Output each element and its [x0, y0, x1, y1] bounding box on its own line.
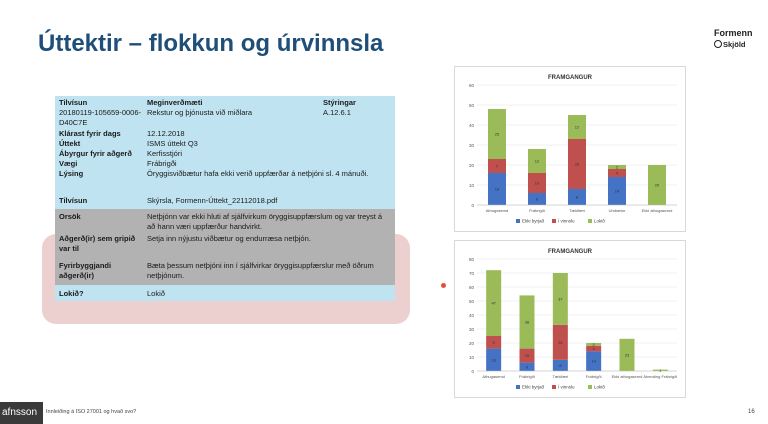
legend-swatch	[588, 219, 592, 223]
x-tick-label: Ekki athugasemd	[641, 208, 673, 213]
row-label: Lýsing	[59, 169, 84, 178]
slide-title: Úttektir – flokkun og úrvinnsla	[38, 30, 384, 57]
y-tick-label: 10	[468, 354, 474, 360]
y-tick-label: 40	[468, 312, 474, 318]
x-tick-label: Frábrigði	[519, 374, 535, 379]
legend-label: Í vinnslu	[558, 218, 575, 224]
data-label: 6	[525, 364, 529, 370]
data-label: 7	[495, 163, 499, 169]
data-label: 25	[574, 161, 580, 167]
legend-label: Lokið	[594, 384, 605, 390]
ring-icon	[714, 40, 722, 48]
y-tick-label: 40	[468, 122, 474, 128]
table-row	[55, 255, 395, 285]
x-tick-label: Ábending Frábrigði	[643, 374, 678, 379]
table-row	[55, 139, 395, 149]
row-label: Úttekt	[59, 139, 81, 148]
y-tick-label: 0	[471, 202, 474, 208]
formenn-logo	[714, 28, 753, 49]
row-label: Tilvísun	[59, 196, 88, 205]
chart-2	[455, 241, 685, 397]
data-label: 14	[591, 358, 596, 364]
x-tick-label: Frábrigði	[585, 374, 602, 379]
data-label: 12	[534, 158, 540, 164]
presenter-badge: afnsson	[0, 402, 43, 424]
y-tick-label: 50	[468, 298, 474, 304]
table-row	[55, 159, 395, 169]
data-label: 20	[654, 182, 660, 188]
legend-swatch	[552, 219, 556, 223]
table-header-row	[55, 96, 395, 108]
legend-label: Í vinnslu	[558, 384, 575, 390]
audit-table	[55, 96, 395, 301]
footer-text: Innleiðing á ISO 27001 og hvað svo?	[46, 409, 137, 415]
data-label: 38	[524, 319, 530, 325]
row-value: Lokið	[147, 289, 165, 298]
legend-label: Ekki byrjað	[522, 384, 545, 390]
y-tick-label: 60	[468, 82, 474, 88]
y-tick-label: 30	[468, 142, 474, 148]
row-label: Aðgerð(ir) sem gripið var til	[59, 234, 136, 253]
data-label: 9	[492, 339, 495, 345]
chart-1	[455, 67, 685, 231]
data-label: 6	[535, 196, 539, 202]
x-tick-label: Ekki athugasemd	[611, 374, 643, 379]
data-label: 25	[558, 339, 563, 345]
asset-value: Rekstur og þjónusta við miðlara	[147, 108, 253, 117]
y-tick-label: 60	[468, 284, 474, 290]
row-label: Ábyrgur fyrir aðgerð	[59, 149, 132, 158]
row-value: Frábrigði	[147, 159, 177, 168]
data-label: 2	[615, 164, 619, 170]
data-label: 16	[491, 357, 496, 363]
row-value: Kerfisstjóri	[147, 149, 183, 158]
legend-swatch	[552, 385, 556, 389]
data-label: 23	[624, 352, 630, 358]
chart-title: FRAMGANGUR	[548, 75, 592, 81]
legend-swatch	[516, 385, 520, 389]
row-label: Fyrirbyggjandi aðgerð(ir)	[59, 261, 112, 280]
x-tick-label: Athugasemd	[482, 374, 505, 379]
y-tick-label: 30	[468, 326, 474, 332]
table-row-ref	[55, 108, 395, 129]
table-row	[55, 209, 395, 231]
legend-label: Lokið	[594, 218, 605, 224]
data-label: 1	[659, 367, 662, 373]
data-label: 10	[534, 180, 540, 186]
row-value: Bæta þessum netþjóni inn í sjálfvirkar öryggisuppfærslur með öðrum netþjónum.	[147, 261, 374, 280]
logo-line2-text: Skjöld	[723, 40, 746, 49]
pointer-dot	[441, 283, 446, 288]
x-tick-label: Umbætur	[608, 208, 626, 213]
y-tick-label: 80	[468, 256, 474, 262]
row-value: 12.12.2018	[147, 129, 185, 138]
x-tick-label: Athugasemd	[485, 208, 509, 213]
y-tick-label: 0	[471, 368, 474, 374]
table-row	[55, 191, 395, 209]
y-tick-label: 10	[468, 182, 474, 188]
data-label: 8	[575, 194, 579, 200]
chart-title: FRAMGANGUR	[548, 249, 592, 255]
data-label: 25	[494, 131, 500, 137]
legend-swatch	[516, 219, 520, 223]
x-tick-label: Tækifæri	[569, 208, 585, 213]
row-value: ISMS úttekt Q3	[147, 139, 198, 148]
y-tick-label: 20	[468, 340, 474, 346]
table-row	[55, 285, 395, 301]
table-row	[55, 231, 395, 255]
data-label: 2	[592, 341, 595, 347]
control-value: A.12.6.1	[323, 108, 351, 117]
data-label: 4	[615, 170, 619, 176]
data-label: 4	[592, 346, 595, 352]
y-tick-label: 50	[468, 102, 474, 108]
row-value: Netþjónn var ekki hluti af sjálfvirkum öryggisuppfærslum og var treyst á að hann væri uppfærður handvirkt.	[147, 212, 383, 231]
data-label: 14	[614, 188, 620, 194]
logo-line1: Formenn	[714, 28, 753, 38]
y-tick-label: 70	[468, 270, 474, 276]
y-tick-label: 20	[468, 162, 474, 168]
table-row	[55, 149, 395, 159]
data-label: 16	[494, 186, 500, 192]
chart-2-frame	[454, 240, 686, 398]
data-label: 8	[559, 362, 562, 368]
row-value: Setja inn nýjustu viðbætur og endurræsa netþjón.	[147, 234, 311, 243]
chart-1-frame	[454, 66, 686, 232]
legend-swatch	[588, 385, 592, 389]
row-label: Orsök	[59, 212, 81, 221]
logo-line2	[714, 40, 753, 49]
data-label: 37	[558, 296, 563, 302]
legend-label: Ekki byrjað	[522, 218, 545, 224]
row-label: Klárast fyrir dags	[59, 129, 121, 138]
ref-value: 20180119-105659-0006-D40C7E	[59, 108, 142, 127]
x-tick-label: Frábrigði	[529, 208, 545, 213]
row-label: Vægi	[59, 159, 78, 168]
row-value: Öryggisviðbætur hafa ekki verið uppfærðar á netþjóni sl. 4 mánuði.	[147, 169, 369, 178]
table-row	[55, 129, 395, 139]
row-value: Skýrsla, Formenn-Úttekt_22112018.pdf	[147, 196, 278, 205]
header-styringar: Stýringar	[323, 98, 356, 107]
page-number: 16	[748, 409, 755, 415]
header-meginverdmaeti: Meginverðmæti	[147, 98, 203, 107]
table-row	[55, 169, 395, 191]
x-tick-label: Tækifæri	[552, 374, 569, 379]
header-tilvisun: Tilvísun	[59, 98, 88, 107]
data-label: 47	[491, 300, 496, 306]
data-label: 12	[574, 124, 580, 130]
row-label: Lokið?	[59, 289, 84, 298]
data-label: 10	[524, 353, 530, 359]
